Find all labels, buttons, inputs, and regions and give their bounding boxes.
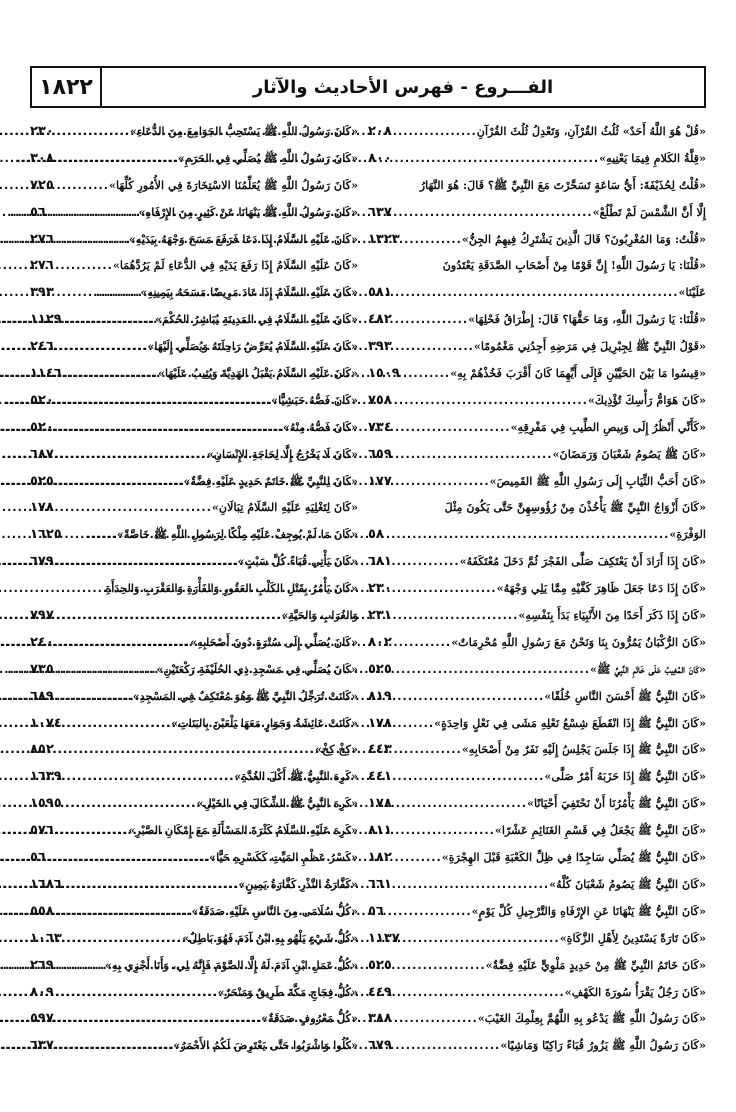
index-entry xyxy=(368,548,706,575)
page-reference: ٥٨١ xyxy=(368,285,392,301)
hadith-text: «كَانَ عَلَيْهِ السَّلَامُ يُعَرِّضُ رَاحِلَتَهُ وَيُصَلِّي إِلَيْهَا» xyxy=(147,339,358,354)
hadith-text: «قُلْنَا: يَا رَسُولَ اللَّهِ! إِنَّ قَوْمًا مِنْ أَصْحَابِ الصَّدَقَةِ يَعْتَدُونَ xyxy=(442,258,706,273)
hadith-text: «كَانَ فَصُّهُ حَبَشِيًّا» xyxy=(271,392,358,407)
page-reference: ١٧٧ xyxy=(368,473,392,489)
leader-dots xyxy=(394,980,565,1007)
hadith-text: «كَانَ لِلنَّبِيِّ ﷺ خَاتَمٌ حَدِيدٍ عَلَيْهِ فِضَّةٌ» xyxy=(183,473,358,488)
leader-dots xyxy=(56,173,109,200)
page-reference: ٧٢٥ xyxy=(30,177,54,193)
index-entry xyxy=(368,817,706,844)
hadith-text: «كَانَ رَسُولُ اللَّهِ ﷺ يَزُورُ قُبَاءً رَاكِبًا وَمَاشِيًا» xyxy=(500,1038,706,1053)
page-reference: ٤٤٣ xyxy=(368,742,392,758)
leader-dots xyxy=(394,630,451,657)
index-entry xyxy=(368,172,706,199)
index-entry xyxy=(368,414,706,441)
leader-dots xyxy=(394,119,477,146)
page-reference: ٦٧٩ xyxy=(30,554,54,570)
hadith-text: إِلَّا أَنَّ الشَّمْسَ لَمْ تَطْلُعْ» xyxy=(592,204,706,219)
leader-dots xyxy=(394,307,468,334)
hadith-text: «كَانَ يُصَلِّي فِي مَسْجِدِ ذِي الحُلَيْفَةِ رَكْعَتَيْنِ» xyxy=(156,661,358,676)
leader-dots xyxy=(394,469,490,496)
page-reference: ٢٣٠ xyxy=(368,581,392,597)
hadith-text: «كَانَ فَصُّهُ مِنْهُ» xyxy=(282,419,358,434)
hadith-text: «قُلْ هُوَ اللَّهُ أَحَدٌ» ثُلُثُ القُرْآنِ، وَتَعْدِلُ ثُلُثَ القُرْآنِ xyxy=(476,124,706,138)
hadith-text: «كَانَ عَلَيْهِ السَّلَامُ يَقْبَلُ الهَدِيَّةَ وَيُثِيبُ عَلَيْهَا» xyxy=(157,366,358,381)
leader-dots xyxy=(56,253,113,280)
page-reference: ٤٤١ xyxy=(368,769,392,785)
index-entry xyxy=(30,252,358,279)
leader-dots xyxy=(394,953,486,980)
hadith-text: وَالغُرَابِ وَالحَيَّةِ» xyxy=(281,608,358,623)
page-reference: ٤٨٢ xyxy=(368,312,392,328)
leader-dots xyxy=(394,845,442,872)
index-entry xyxy=(368,226,706,253)
page-reference: ١٧٨ xyxy=(368,796,392,812)
hadith-text: «كُلُّ فِجَاجِ مَكَّةَ طَرِيقٌ وَمَنْحَرٌ» xyxy=(217,984,358,999)
page-reference: ٦٨١ xyxy=(368,554,392,570)
page-reference: ٥٢٠ xyxy=(30,392,54,408)
leader-dots xyxy=(394,818,495,845)
leader-dots xyxy=(402,227,462,254)
leader-dots xyxy=(56,495,212,522)
page-reference: ٨٠٠ xyxy=(368,150,392,166)
page-reference: ١١٢٩ xyxy=(30,312,62,328)
leader-dots xyxy=(394,200,593,227)
hadith-text: «كَانَ رَجُلٌ يَقْرَأُ سُورَةَ الكَهْفِ» xyxy=(564,984,706,999)
hadith-text: «كَانَ مَا لَمْ يُوجِفْ عَلَيْهِ مِلْكًا لِرَسُولِ اللَّهِ ﷺ خَاصَّةً» xyxy=(116,527,358,542)
hadith-text: «كُلُّ مَعْرُوفٍ صَدَقَةٌ» xyxy=(261,1011,358,1026)
page-reference: ١٥٠٩ xyxy=(368,366,400,382)
page-reference: ٦٣٧ xyxy=(30,1038,54,1054)
page-reference: ٢٤٦ xyxy=(30,339,54,355)
hadith-text: «كَانَ لَا يَخْرُجُ إِلَّا لِحَاجَةِ الإِنْسَانِ» xyxy=(206,446,358,461)
hadith-text: «كُلُّ سُلَامَى مِنَ النَّاسِ عَلَيْهِ صَدَقَةٌ» xyxy=(191,903,358,918)
hadith-text: الوَفْرَةِ» xyxy=(669,527,706,542)
hadith-text: «كُلُوا وَاشْرَبُوا حَتَّى يَعْتَرِضَ لَكُمُ الأَحْمَرُ» xyxy=(173,1038,358,1053)
page-reference: ٨٠٢ xyxy=(368,634,392,650)
hadith-text: «كَانَ إِذَا دَعَا جَعَلَ ظَاهِرَ كَفَّيْهِ مِمَّا يَلِي وَجْهَهُ» xyxy=(496,581,706,596)
hadith-text: «قِلَّةُ الكَلامِ فِيمَا يَعْنِيهِ» xyxy=(599,150,706,165)
hadith-text: «كَانَ رَسُولُ اللَّهِ ﷺ يُصَلِّي فِي الحَرَمِ» xyxy=(177,150,358,165)
page-reference: ٢٣١ xyxy=(368,608,392,624)
leader-dots xyxy=(394,1033,501,1060)
hadith-text: «كَانَ النَّبِيُّ ﷺ يُصَلِّي سَاجِدًا فِي ظِلِّ الكَعْبَةِ قَبْلَ الهِجْرَةِ» xyxy=(441,850,706,865)
index-entry xyxy=(368,306,706,333)
index-entry xyxy=(368,468,706,495)
leader-dots xyxy=(394,791,527,818)
page-reference: ١٠٧٤ xyxy=(30,715,62,731)
hadith-text: «كَرِهَ النَّبِيُّ ﷺ أَكْلَ الغُدَّةِ» xyxy=(234,769,358,784)
index-entry xyxy=(368,145,706,172)
leader-dots xyxy=(394,146,599,173)
page-reference: ٥٧٦ xyxy=(30,823,54,839)
index-entry xyxy=(368,1005,706,1032)
hadith-text: «كَانَ النَّبِيُّ ﷺ يَأْمُرُنَا أَنْ نَحْتَفِيَ أَحْيَانًا» xyxy=(527,796,706,811)
hadith-text: «كَانَ رَسُولُ اللَّهِ ﷺ يَدْعُو بِهِ اللَّهُمَّ بِعِلْمِكَ الغَيْبَ» xyxy=(477,1011,706,1026)
page-number: ١٨٢٢ xyxy=(32,68,102,106)
hadith-text: «كَانَ عَلَيْهِ السَّلَامُ إِذَا دَعَا فَرَفَعَ مَسَحَ وَجْهَهُ بِيَدَيْهِ» xyxy=(128,231,358,246)
leader-dots xyxy=(394,711,434,738)
index-entry xyxy=(368,790,706,817)
hadith-text: «كَفَّارَةُ النَّذْرِ كَفَّارَةُ يَمِينٍ» xyxy=(238,876,358,891)
leader-dots xyxy=(394,576,497,603)
page-reference: ٢٣٠ xyxy=(30,124,54,139)
leader-dots xyxy=(402,926,560,953)
index-entry xyxy=(368,925,706,952)
hadith-text: «كَانَ يَأْتِي قُبَاءً كُلَّ سَبْتٍ» xyxy=(237,554,358,569)
hadith-text: «كَانَ عَلَيْهِ السَّلَامُ إِذَا عَادَ مَرِيضًا مَسَحَهُ بِيَمِينِهِ» xyxy=(140,285,358,300)
index-entry xyxy=(368,441,706,468)
hadith-text: «كَانَ ﷺ يَصُومُ شَعْبَانَ وَرَمَضَانَ» xyxy=(552,446,706,461)
index-entry xyxy=(368,575,706,602)
page-reference: ١٦٣٩ xyxy=(30,769,62,785)
leader-dots xyxy=(394,280,679,307)
hadith-text: «كَانَ يُصَلِّي إِلَى سُتْرَةٍ دُونَ أَصْحَابِهِ» xyxy=(190,634,358,649)
hadith-text: «كَرِهَ النَّبِيُّ ﷺ الشِّكَالَ فِي الخَيْلِ» xyxy=(196,796,358,811)
hadith-text: «كَانَ رَسُولُ اللَّهِ ﷺ يَنْهَانَا عَنْ كَثِيرٍ مِنَ الإِرْفَاهِ» xyxy=(138,204,358,219)
page-reference: ٨١١ xyxy=(368,823,392,839)
page-reference: ٧٩٧ xyxy=(30,608,54,624)
hadith-text: «كَانَ تَارَةً يَسْتَدِينُ لِأَهْلِ الزَّكَاةِ» xyxy=(559,930,706,945)
index-entry xyxy=(368,871,706,898)
page-reference: ٧٣٤ xyxy=(368,419,392,435)
hadith-text: «كَانَ النَّبِيُّ ﷺ يَجْعَلُ فِي قَسْمِ الغَنَائِمِ عَشْرًا» xyxy=(494,823,706,838)
index-entry xyxy=(368,279,706,306)
hadith-text: «كَانَ النَّبِيُّ ﷺ إِذَا انْقَطَعَ شِسْعُ نَعْلِهِ مَشَى فِي نَعْلٍ وَاحِدَةٍ» xyxy=(434,715,706,730)
hadith-text: «كَأَنِّي أَنْظُرُ إِلَى وَبِيصِ الطِّيبِ فِي مَفْرِقِهِ» xyxy=(510,419,706,434)
leader-dots xyxy=(394,737,462,764)
page-reference: ٤٤٩ xyxy=(368,984,392,1000)
leader-dots xyxy=(394,603,519,630)
hadith-text: «كَانَ أَحَبُّ الثِّيَابِ إِلَى رَسُولِ اللَّهِ ﷺ القَمِيصَ» xyxy=(489,473,706,488)
leader-dots xyxy=(402,361,450,388)
leader-dots xyxy=(394,442,553,469)
page-reference: ١٣٢٣ xyxy=(368,231,400,247)
hadith-text: «كَسْرُ عَظْمِ المَيِّتِ كَكَسْرِهِ حَيًّا» xyxy=(209,850,358,865)
index-entry xyxy=(368,521,706,548)
hadith-text: عَلَيْنَا» xyxy=(678,285,706,300)
page-reference: ٥٢٠ xyxy=(30,419,54,435)
index-page xyxy=(30,66,706,1066)
page-reference: ٢٧٦ xyxy=(30,231,54,247)
index-entry xyxy=(368,683,706,710)
index-entry xyxy=(368,360,706,387)
hadith-text: «كَانَ عَلَيْهِ السَّلَامُ فِي المَدِينَةِ يُبَاشِرُ الحُكْمَ» xyxy=(155,312,358,327)
hadith-text: «قَوْلُ النَّبِيِّ ﷺ لِجِبْرِيلَ فِي مَرَضِهِ أَجِدُنِي مَغْمُومًا» xyxy=(473,339,706,354)
leader-dots xyxy=(386,522,669,549)
hadith-text: «كَانَ إِذَا ذَكَرَ أَحَدًا مِنَ الأَنْبِيَاءِ بَدَأَ بِنَفْسِهِ» xyxy=(518,608,706,623)
page-reference: ٥٦ xyxy=(368,903,384,919)
index-entry xyxy=(368,252,706,279)
page-reference: ١٦٨٦ xyxy=(30,876,62,892)
index-entry xyxy=(368,333,706,360)
hadith-text: «كَانَ النَّبِيُّ ﷺ أَحْسَنَ النَّاسِ خُلُقًا» xyxy=(544,688,706,703)
hadith-text: «كَانَ النَّبِيُّ ﷺ إِذَا حَزَبَهُ أَمْرٌ صَلَّى» xyxy=(544,769,706,784)
page-reference: ٢٠٨ xyxy=(368,124,392,139)
page-reference: ٢٦٩ xyxy=(30,957,54,973)
page-reference: ٥٨ xyxy=(368,527,384,543)
hadith-text: «قُلْتُ لِحُذَيْفَةَ: أَيُّ سَاعَةٍ تَسَحَّرْتَ مَعَ النَّبِيِّ ﷺ؟ قَالَ: هُوَ النَّهَارُ xyxy=(419,177,706,192)
page-reference: ٥٩٧ xyxy=(30,1011,54,1027)
hadith-text: «كَانَتْ تُرَجِّلُ النَّبِيَّ ﷺ وَهُوَ مُعْتَكِفٌ فِي المَسْجِدِ» xyxy=(132,688,358,703)
page-reference: ٥٥٨ xyxy=(30,903,54,919)
hadith-text: «كَانَ النَّبِيُّ ﷺ يَنْهَانَا عَنِ الإِرْفَاهِ وَالتَّرْجِيلِ كُلَّ يَوْمٍ» xyxy=(471,903,706,918)
index-entry xyxy=(368,118,706,145)
hadith-text: «كَانَ أَزْوَاجُ النَّبِيِّ ﷺ يَأْخُذْنَ مِنْ رُؤُوسِهِنَّ حَتَّى يَكُونَ مِثْلَ xyxy=(444,500,706,515)
hadith-text: «كَانَ الرُّكْبَانُ يَمُرُّونَ بِنَا وَنَحْنُ مَعَ رَسُولِ اللَّهِ مُحْرِمَاتٌ» xyxy=(451,634,706,649)
index-entry xyxy=(368,979,706,1006)
hadith-text: «كُلُّ شَيْءٍ يَلْهُو بِهِ ابْنُ آدَمَ فَهُوَ بَاطِلٌ» xyxy=(182,930,358,945)
leader-dots xyxy=(394,388,588,415)
index-entry xyxy=(368,710,706,737)
page-reference: ٥٦ xyxy=(30,850,46,866)
index-entry xyxy=(30,494,358,521)
index-entry xyxy=(368,898,706,925)
hadith-text: «كَانَ رَسُولُ اللَّهِ ﷺ يُعَلِّمُنَا الاسْتِخَارَةَ فِي الأُمُورِ كُلِّهَا» xyxy=(108,177,358,192)
page-reference: ١١٣٧ xyxy=(368,930,400,946)
page-reference: ٣٩٣ xyxy=(368,339,392,355)
page-reference: ٦٨٩ xyxy=(30,688,54,704)
hadith-text: «كَانَ المُغِيبُ عَلَى خَاتَمِ النَّبِيِّ ﷺ» xyxy=(589,661,706,676)
page-reference: ٢٧٦ xyxy=(30,258,54,274)
leader-dots xyxy=(394,1006,478,1033)
page-reference: ٨٠٩ xyxy=(30,984,54,1000)
index-entry xyxy=(368,763,706,790)
hadith-text: «كَانَ خَاتَمُ النَّبِيِّ ﷺ مِنْ حَدِيدٍ مَلْوِيٍّ عَلَيْهِ فِضَّةٌ» xyxy=(485,957,706,972)
page-reference: ٧٥٨ xyxy=(368,392,392,408)
page-reference: ٣٠٨ xyxy=(30,150,54,166)
index-entry xyxy=(368,844,706,871)
index-entry xyxy=(368,952,706,979)
hadith-text: «كَانَ النَّبِيُّ ﷺ يَصُومُ شَعْبَانَ كُلَّهُ» xyxy=(549,876,706,891)
page-reference: ٥٦ xyxy=(30,204,46,220)
index-entry xyxy=(368,629,706,656)
index-entry xyxy=(368,494,706,521)
page-reference: ٨١٩ xyxy=(368,688,392,704)
index-entry xyxy=(368,736,706,763)
page-reference: ٥٢٥ xyxy=(368,661,392,677)
index-entry xyxy=(368,199,706,226)
hadith-text: «قِيسُوا مَا بَيْنَ الحَيَّيْنِ فَإِلَى أَيِّهِمَا كَانَ أَقْرَبَ فَخُذْهُمْ بِهِ» xyxy=(450,366,706,381)
index-entry xyxy=(368,656,706,683)
hadith-text: «كَانَ رَسُولُ اللَّهِ ﷺ يَسْتَحِبُّ الجَوَامِعَ مِنَ الدُّعَاءِ» xyxy=(129,124,358,138)
leader-dots xyxy=(386,899,472,926)
leader-dots xyxy=(394,764,545,791)
page-reference: ١٦٢٥ xyxy=(30,527,62,543)
page-reference: ٧٣٥ xyxy=(30,661,54,677)
hadith-text: «كَرِهَ عَلَيْهِ السَّلَامُ كَثْرَةَ المَسْأَلَةِ مَعَ إِمْكَانِ الصَّبْرِ» xyxy=(128,823,358,838)
hadith-text: «كَانَ عَلَيْهِ السَّلَامُ إِذَا رَفَعَ يَدَيْهِ فِي الدُّعَاءِ لَمْ يَرُدَّهُمَا» xyxy=(112,258,358,273)
leader-dots xyxy=(394,872,549,899)
leader-dots xyxy=(394,334,474,361)
page-reference: ٥٢٥ xyxy=(368,957,392,973)
page-reference: ٥٢٥ xyxy=(30,473,54,489)
leader-dots xyxy=(394,549,460,576)
index-entry xyxy=(368,387,706,414)
leader-dots xyxy=(394,415,511,442)
page-reference: ٢٤٠ xyxy=(30,634,54,650)
page-reference: ٨٥٢ xyxy=(30,742,54,758)
page-reference: ٦٣٧ xyxy=(368,204,392,220)
page-reference: ١٨٢ xyxy=(368,850,392,866)
page-reference: ١٧٨ xyxy=(368,715,392,731)
page-reference: ٣٨٨ xyxy=(368,1011,392,1027)
page-header xyxy=(30,66,706,108)
index-entry xyxy=(368,602,706,629)
hadith-text: «كِخْ كِخْ» xyxy=(315,742,358,757)
page-reference: ٦٧٩ xyxy=(368,1038,392,1054)
page-reference: ١٧٨ xyxy=(30,500,54,516)
hadith-text: «كَانَ إِذَا أَرَادَ أَنْ يَعْتَكِفَ صَلَّى الفَجْرَ ثُمَّ دَخَلَ مُعْتَكَفَهُ» xyxy=(459,554,706,569)
page-reference: ٦٦١ xyxy=(368,876,392,892)
page-reference: ١١٤٦ xyxy=(30,366,62,382)
hadith-text: «كَانَ لِتَغْلِيَهِ عَلَيْهِ السَّلَامُ تِبَالَانِ» xyxy=(211,500,358,515)
page-reference: ١٠٦٣ xyxy=(30,930,62,946)
hadith-text: «قُلْتُ: وَمَا المُغْرِبُونَ؟ قَالَ الَّذِينَ يَشْتَرِكُ فِيهِمُ الجِنُّ» xyxy=(461,231,706,246)
hadith-text: «كَانَ يَأْمُرُ بِقَتْلِ الكَلْبِ العَقُورِ وَالفَأْرَةِ وَالعَقْرَبِ وَالحِدَأَةِ xyxy=(105,581,358,596)
leader-dots xyxy=(394,684,545,711)
hadith-text: «كُلُّ عَمَلِ ابْنِ آدَمَ لَهُ إِلَّا الصَّوْمَ فَإِنَّهُ لِي، وَأَنَا أَجْزِي بِهِ» xyxy=(104,957,358,972)
leader-dots xyxy=(394,657,590,684)
index-entry xyxy=(30,172,358,199)
hadith-text: «كَانَ هَوَامُّ رَأْسِكَ تُؤْذِيكَ» xyxy=(587,392,706,407)
page-reference: ٦٥٩ xyxy=(368,446,392,462)
page-reference: ١٥٩٥ xyxy=(30,796,62,812)
hadith-text: «قُلْنَا: يَا رَسُولَ اللَّهِ، وَمَا حَقُّهَا؟ قَالَ: إِطْرَاقُ فَحْلِهَا» xyxy=(468,312,706,327)
hadith-text: «كَانَ النَّبِيُّ ﷺ إِذَا جَلَسَ يَجْلِسُ إِلَيْهِ نَفَرٌ مِنْ أَصْحَابِهِ» xyxy=(461,742,706,757)
right-column xyxy=(368,118,706,1058)
page-reference: ٦٨٧ xyxy=(30,446,54,462)
page-reference: ٣٩٣ xyxy=(30,285,54,301)
hadith-text: «كَانَتْ عَائِشَةُ وَجَوَارٍ مَعَهَا يَلْعَبْنَ بِالبَنَاتِ» xyxy=(171,715,358,730)
index-columns xyxy=(30,118,706,1058)
index-entry xyxy=(368,1032,706,1059)
running-title: الفـــروع - فهرس الأحاديث والآثار xyxy=(252,76,554,98)
